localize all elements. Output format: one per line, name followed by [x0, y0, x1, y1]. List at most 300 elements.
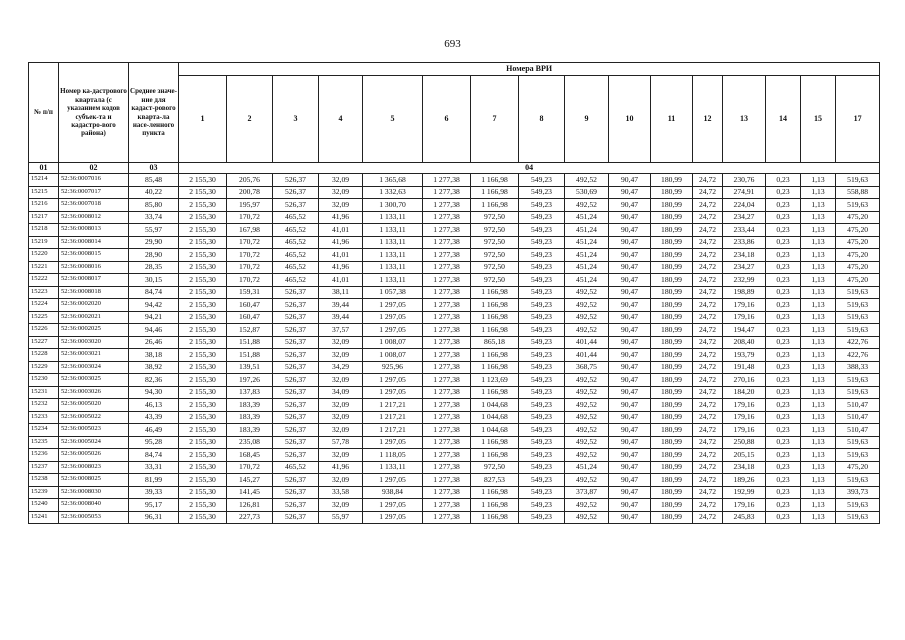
table-cell: 526,37	[273, 474, 319, 487]
table-cell: 29,90	[129, 236, 179, 249]
table-cell: 1 057,38	[363, 286, 423, 299]
table-cell: 90,47	[609, 449, 651, 462]
table-cell: 1 044,68	[471, 411, 519, 424]
table-cell: 90,47	[609, 299, 651, 312]
table-cell: 1 166,98	[471, 349, 519, 362]
table-cell: 549,23	[519, 324, 565, 337]
table-cell: 32,09	[319, 499, 363, 512]
quarter-number: 52:36:0005026	[59, 449, 129, 462]
table-cell: 0,23	[766, 224, 801, 237]
table-row	[29, 286, 880, 299]
table-cell: 519,63	[836, 499, 880, 512]
table-cell: 2 155,30	[179, 274, 227, 287]
table-cell: 1 277,38	[423, 249, 471, 262]
table-cell: 180,99	[651, 474, 693, 487]
table-cell: 180,99	[651, 361, 693, 374]
table-cell: 465,52	[273, 211, 319, 224]
table-cell: 1 297,05	[363, 436, 423, 449]
row-number: 15221	[29, 261, 59, 274]
table-cell: 373,87	[565, 486, 609, 499]
table-cell: 24,72	[693, 261, 723, 274]
table-cell: 2 155,30	[179, 211, 227, 224]
row-number: 15228	[29, 349, 59, 362]
table-row	[29, 249, 880, 262]
table-cell: 191,48	[723, 361, 766, 374]
table-cell: 274,91	[723, 186, 766, 199]
table-cell: 1 166,98	[471, 186, 519, 199]
table-cell: 1 277,38	[423, 399, 471, 412]
table-cell: 0,23	[766, 174, 801, 187]
table-cell: 1 217,21	[363, 411, 423, 424]
table-cell: 1 123,69	[471, 374, 519, 387]
table-cell: 170,72	[227, 236, 273, 249]
table-row	[29, 474, 880, 487]
table-cell: 180,99	[651, 486, 693, 499]
table-cell: 180,99	[651, 174, 693, 187]
table-cell: 0,23	[766, 436, 801, 449]
table-cell: 1 277,38	[423, 386, 471, 399]
table-cell: 1,13	[801, 411, 836, 424]
table-cell: 1 133,11	[363, 236, 423, 249]
table-cell: 1 166,98	[471, 486, 519, 499]
table-cell: 24,72	[693, 499, 723, 512]
table-cell: 526,37	[273, 311, 319, 324]
table-cell: 1,13	[801, 474, 836, 487]
table-row	[29, 211, 880, 224]
table-cell: 0,23	[766, 374, 801, 387]
table-cell: 167,98	[227, 224, 273, 237]
row-number: 15238	[29, 474, 59, 487]
table-row	[29, 324, 880, 337]
table-cell: 1 297,05	[363, 311, 423, 324]
table-cell: 1,13	[801, 499, 836, 512]
table-cell: 189,26	[723, 474, 766, 487]
table-cell: 0,23	[766, 424, 801, 437]
table-cell: 180,99	[651, 386, 693, 399]
table-cell: 39,44	[319, 299, 363, 312]
table-cell: 526,37	[273, 374, 319, 387]
table-cell: 234,27	[723, 211, 766, 224]
table-cell: 2 155,30	[179, 436, 227, 449]
table-cell: 180,99	[651, 299, 693, 312]
header-vri-17: 17	[836, 76, 880, 163]
table-row	[29, 274, 880, 287]
table-cell: 0,23	[766, 361, 801, 374]
table-cell: 0,23	[766, 286, 801, 299]
table-cell: 32,09	[319, 186, 363, 199]
table-cell: 24,72	[693, 274, 723, 287]
table-cell: 1,13	[801, 311, 836, 324]
table-cell: 1 044,68	[471, 424, 519, 437]
table-cell: 925,96	[363, 361, 423, 374]
table-cell: 0,23	[766, 411, 801, 424]
table-cell: 519,63	[836, 199, 880, 212]
table-cell: 1 133,11	[363, 224, 423, 237]
table-row	[29, 486, 880, 499]
table-cell: 492,52	[565, 424, 609, 437]
table-cell: 1 118,05	[363, 449, 423, 462]
table-cell: 33,31	[129, 461, 179, 474]
header-vri-13: 13	[723, 76, 766, 163]
table-cell: 139,51	[227, 361, 273, 374]
table-cell: 1 166,98	[471, 449, 519, 462]
table-cell: 475,20	[836, 211, 880, 224]
table-cell: 24,72	[693, 361, 723, 374]
table-cell: 475,20	[836, 224, 880, 237]
table-cell: 41,01	[319, 274, 363, 287]
table-cell: 2 155,30	[179, 411, 227, 424]
table-cell: 90,47	[609, 311, 651, 324]
table-cell: 84,74	[129, 449, 179, 462]
table-cell: 1 277,38	[423, 324, 471, 337]
table-cell: 2 155,30	[179, 449, 227, 462]
table-cell: 24,72	[693, 224, 723, 237]
table-cell: 1 133,11	[363, 261, 423, 274]
table-cell: 1 277,38	[423, 411, 471, 424]
table-cell: 183,39	[227, 424, 273, 437]
table-cell: 526,37	[273, 361, 319, 374]
table-cell: 90,47	[609, 424, 651, 437]
table-cell: 37,57	[319, 324, 363, 337]
table-cell: 183,39	[227, 399, 273, 412]
table-cell: 1,13	[801, 286, 836, 299]
table-cell: 41,96	[319, 461, 363, 474]
quarter-number: 52:36:0008012	[59, 211, 129, 224]
quarter-number: 52:36:0003026	[59, 386, 129, 399]
table-cell: 0,23	[766, 399, 801, 412]
table-cell: 180,99	[651, 511, 693, 524]
table-cell: 492,52	[565, 374, 609, 387]
table-cell: 179,16	[723, 499, 766, 512]
table-cell: 32,09	[319, 411, 363, 424]
table-cell: 41,96	[319, 211, 363, 224]
table-cell: 549,23	[519, 499, 565, 512]
table-cell: 208,40	[723, 336, 766, 349]
table-cell: 549,23	[519, 186, 565, 199]
table-cell: 1,13	[801, 374, 836, 387]
table-cell: 519,63	[836, 474, 880, 487]
table-cell: 1,13	[801, 461, 836, 474]
table-cell: 234,18	[723, 461, 766, 474]
table-cell: 179,16	[723, 311, 766, 324]
table-cell: 1 277,38	[423, 461, 471, 474]
table-cell: 1,13	[801, 336, 836, 349]
table-row	[29, 411, 880, 424]
table-cell: 2 155,30	[179, 299, 227, 312]
table-cell: 1 133,11	[363, 274, 423, 287]
table-cell: 90,47	[609, 186, 651, 199]
table-cell: 1 277,38	[423, 349, 471, 362]
table-cell: 549,23	[519, 399, 565, 412]
code-04: 04	[179, 163, 880, 174]
table-cell: 179,16	[723, 299, 766, 312]
table-cell: 549,23	[519, 436, 565, 449]
table-cell: 2 155,30	[179, 386, 227, 399]
table-cell: 0,23	[766, 511, 801, 524]
table-cell: 41,96	[319, 236, 363, 249]
table-cell: 24,72	[693, 486, 723, 499]
table-cell: 90,47	[609, 211, 651, 224]
table-cell: 549,23	[519, 224, 565, 237]
table-cell: 549,23	[519, 311, 565, 324]
table-cell: 24,72	[693, 249, 723, 262]
table-cell: 1,13	[801, 199, 836, 212]
table-cell: 90,47	[609, 324, 651, 337]
table-cell: 492,52	[565, 474, 609, 487]
header-vri-2: 2	[227, 76, 273, 163]
table-cell: 558,88	[836, 186, 880, 199]
table-cell: 549,23	[519, 211, 565, 224]
table-cell: 393,73	[836, 486, 880, 499]
table-cell: 1 217,21	[363, 399, 423, 412]
table-cell: 1 277,38	[423, 174, 471, 187]
table-cell: 865,18	[471, 336, 519, 349]
table-cell: 1 133,11	[363, 249, 423, 262]
table-cell: 1,13	[801, 436, 836, 449]
table-row	[29, 311, 880, 324]
table-cell: 1 277,38	[423, 474, 471, 487]
table-row	[29, 361, 880, 374]
table-cell: 34,29	[319, 361, 363, 374]
table-cell: 2 155,30	[179, 174, 227, 187]
table-cell: 90,47	[609, 224, 651, 237]
table-cell: 24,72	[693, 436, 723, 449]
row-number: 15237	[29, 461, 59, 474]
table-cell: 0,23	[766, 499, 801, 512]
table-cell: 90,47	[609, 274, 651, 287]
header-mean: Среднее значе-ние для кадаст-рового кварта-ла насе-ленного пункта	[129, 63, 179, 163]
table-cell: 549,23	[519, 424, 565, 437]
table-cell: 519,63	[836, 374, 880, 387]
table-cell: 90,47	[609, 174, 651, 187]
table-cell: 194,47	[723, 324, 766, 337]
quarter-number: 52:36:0008025	[59, 474, 129, 487]
table-cell: 1 277,38	[423, 311, 471, 324]
table-cell: 1 277,38	[423, 286, 471, 299]
table-cell: 90,47	[609, 474, 651, 487]
table-cell: 1 277,38	[423, 499, 471, 512]
table-cell: 90,47	[609, 236, 651, 249]
row-number: 15231	[29, 386, 59, 399]
table-cell: 2 155,30	[179, 461, 227, 474]
table-cell: 180,99	[651, 424, 693, 437]
table-cell: 1 277,38	[423, 336, 471, 349]
table-cell: 24,72	[693, 286, 723, 299]
quarter-number: 52:36:0007016	[59, 174, 129, 187]
table-cell: 90,47	[609, 361, 651, 374]
table-cell: 475,20	[836, 236, 880, 249]
table-cell: 972,50	[471, 261, 519, 274]
row-number: 15240	[29, 499, 59, 512]
header-vri-15: 15	[801, 76, 836, 163]
table-cell: 0,23	[766, 386, 801, 399]
table-cell: 1 166,98	[471, 199, 519, 212]
row-number: 15230	[29, 374, 59, 387]
table-cell: 159,31	[227, 286, 273, 299]
table-row	[29, 199, 880, 212]
table-cell: 519,63	[836, 324, 880, 337]
table-cell: 24,72	[693, 411, 723, 424]
table-cell: 55,97	[319, 511, 363, 524]
table-cell: 492,52	[565, 436, 609, 449]
table-cell: 2 155,30	[179, 249, 227, 262]
table-row	[29, 399, 880, 412]
row-number: 15215	[29, 186, 59, 199]
table-cell: 1 133,11	[363, 211, 423, 224]
table-cell: 492,52	[565, 511, 609, 524]
table-cell: 32,09	[319, 174, 363, 187]
table-cell: 475,20	[836, 274, 880, 287]
quarter-number: 52:36:0007018	[59, 199, 129, 212]
table-cell: 94,46	[129, 324, 179, 337]
table-cell: 24,72	[693, 336, 723, 349]
table-cell: 526,37	[273, 511, 319, 524]
table-cell: 1,13	[801, 211, 836, 224]
table-cell: 94,21	[129, 311, 179, 324]
table-cell: 245,83	[723, 511, 766, 524]
table-cell: 465,52	[273, 249, 319, 262]
table-cell: 1,13	[801, 299, 836, 312]
table-cell: 94,30	[129, 386, 179, 399]
quarter-number: 52:36:0008023	[59, 461, 129, 474]
table-cell: 526,37	[273, 186, 319, 199]
table-row	[29, 511, 880, 524]
table-cell: 492,52	[565, 286, 609, 299]
header-vri-11: 11	[651, 76, 693, 163]
table-cell: 224,04	[723, 199, 766, 212]
table-cell: 451,24	[565, 249, 609, 262]
table-cell: 82,36	[129, 374, 179, 387]
table-cell: 938,84	[363, 486, 423, 499]
table-row	[29, 424, 880, 437]
table-cell: 1,13	[801, 424, 836, 437]
table-cell: 0,23	[766, 349, 801, 362]
table-cell: 151,88	[227, 336, 273, 349]
table-cell: 492,52	[565, 399, 609, 412]
table-cell: 192,99	[723, 486, 766, 499]
table-cell: 1 277,38	[423, 299, 471, 312]
row-number: 15233	[29, 411, 59, 424]
table-cell: 2 155,30	[179, 261, 227, 274]
table-cell: 180,99	[651, 186, 693, 199]
table-cell: 95,17	[129, 499, 179, 512]
table-cell: 526,37	[273, 299, 319, 312]
table-cell: 1 166,98	[471, 174, 519, 187]
table-cell: 33,74	[129, 211, 179, 224]
table-cell: 1 277,38	[423, 436, 471, 449]
table-cell: 33,58	[319, 486, 363, 499]
table-cell: 1 332,63	[363, 186, 423, 199]
row-number: 15236	[29, 449, 59, 462]
table-cell: 1,13	[801, 386, 836, 399]
table-cell: 180,99	[651, 374, 693, 387]
table-cell: 451,24	[565, 461, 609, 474]
quarter-number: 52:36:0003024	[59, 361, 129, 374]
table-cell: 180,99	[651, 399, 693, 412]
table-cell: 180,99	[651, 211, 693, 224]
table-cell: 205,76	[227, 174, 273, 187]
table-cell: 90,47	[609, 374, 651, 387]
table-cell: 451,24	[565, 236, 609, 249]
table-cell: 90,47	[609, 399, 651, 412]
table-cell: 2 155,30	[179, 399, 227, 412]
row-number: 15217	[29, 211, 59, 224]
table-row	[29, 174, 880, 187]
table-row	[29, 374, 880, 387]
table-cell: 549,23	[519, 474, 565, 487]
table-cell: 1 277,38	[423, 449, 471, 462]
table-cell: 234,27	[723, 261, 766, 274]
table-cell: 451,24	[565, 261, 609, 274]
table-cell: 24,72	[693, 474, 723, 487]
table-cell: 26,46	[129, 336, 179, 349]
table-cell: 160,47	[227, 299, 273, 312]
table-cell: 526,37	[273, 174, 319, 187]
quarter-number: 52:36:0002025	[59, 324, 129, 337]
table-cell: 972,50	[471, 211, 519, 224]
table-cell: 180,99	[651, 236, 693, 249]
table-cell: 24,72	[693, 311, 723, 324]
row-number: 15214	[29, 174, 59, 187]
quarter-number: 52:36:0008018	[59, 286, 129, 299]
table-row	[29, 461, 880, 474]
row-number: 15219	[29, 236, 59, 249]
table-cell: 180,99	[651, 499, 693, 512]
row-number: 15239	[29, 486, 59, 499]
table-cell: 152,87	[227, 324, 273, 337]
table-cell: 401,44	[565, 349, 609, 362]
table-cell: 0,23	[766, 211, 801, 224]
table-cell: 549,23	[519, 386, 565, 399]
quarter-number: 52:36:0005020	[59, 399, 129, 412]
table-cell: 90,47	[609, 286, 651, 299]
row-number: 15234	[29, 424, 59, 437]
table-row	[29, 449, 880, 462]
table-cell: 519,63	[836, 511, 880, 524]
table-cell: 39,44	[319, 311, 363, 324]
table-cell: 1 297,05	[363, 499, 423, 512]
table-cell: 526,37	[273, 399, 319, 412]
table-cell: 180,99	[651, 261, 693, 274]
table-cell: 465,52	[273, 224, 319, 237]
header-vri-7: 7	[471, 76, 519, 163]
header-vri-10: 10	[609, 76, 651, 163]
table-cell: 24,72	[693, 174, 723, 187]
table-cell: 1,13	[801, 486, 836, 499]
table-cell: 180,99	[651, 199, 693, 212]
table-cell: 85,80	[129, 199, 179, 212]
table-cell: 24,72	[693, 186, 723, 199]
table-row	[29, 349, 880, 362]
table-cell: 41,96	[319, 261, 363, 274]
table-cell: 0,23	[766, 449, 801, 462]
table-cell: 40,22	[129, 186, 179, 199]
table-cell: 38,92	[129, 361, 179, 374]
table-cell: 43,39	[129, 411, 179, 424]
table-cell: 2 155,30	[179, 486, 227, 499]
table-cell: 519,63	[836, 286, 880, 299]
table-cell: 1 166,98	[471, 324, 519, 337]
table-cell: 1 277,38	[423, 186, 471, 199]
header-vri-6: 6	[423, 76, 471, 163]
table-cell: 1,13	[801, 249, 836, 262]
table-cell: 475,20	[836, 461, 880, 474]
table-cell: 0,23	[766, 274, 801, 287]
table-cell: 180,99	[651, 449, 693, 462]
table-cell: 184,20	[723, 386, 766, 399]
table-cell: 1 277,38	[423, 361, 471, 374]
row-number: 15235	[29, 436, 59, 449]
